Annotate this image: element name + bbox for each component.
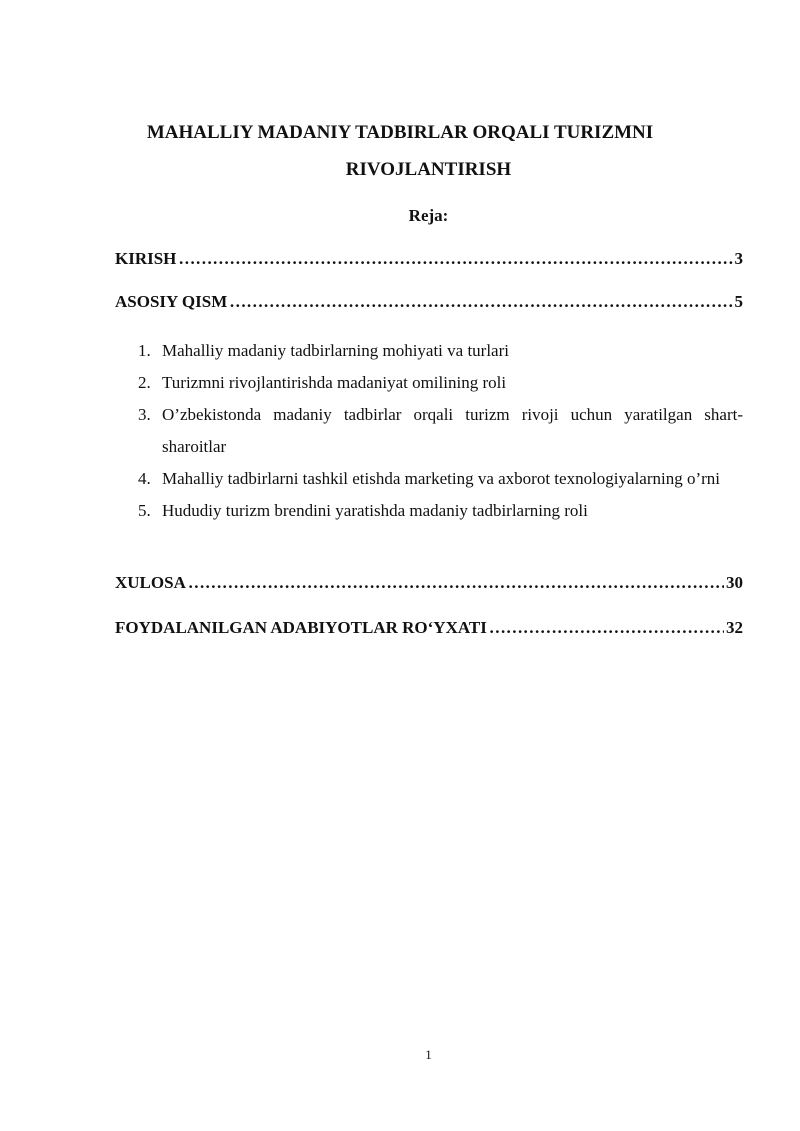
subsection-number: 5. (138, 501, 151, 520)
toc-entry-label: FOYDALANILGAN ADABIYOTLAR RO‘YXATI (115, 618, 487, 637)
toc-entry-page: 30 (726, 573, 743, 592)
toc-entry-label: XULOSA (115, 573, 186, 592)
plan-heading: Reja: (408, 206, 449, 225)
subsection-item (138, 495, 743, 527)
document-title-line-2: RIVOJLANTIRISH (345, 159, 512, 180)
toc-dot-leader (188, 573, 724, 593)
toc-entry-label: KIRISH (115, 249, 177, 268)
subsection-text: O’zbekistonda madaniy tadbirlar orqali turizm rivoji uchun yaratilgan shart-sharoitlar (162, 405, 743, 456)
toc-entry-kirish (115, 249, 743, 269)
subsection-text: Hududiy turizm brendini yaratishda madaniy tadbirlarning roli (162, 501, 588, 520)
subsection-text: Turizmni rivojlantirishda madaniyat omilining roli (162, 373, 507, 392)
toc-entry-page: 5 (734, 292, 743, 311)
subsection-list (138, 335, 743, 527)
subsection-number: 1. (138, 341, 151, 360)
subsection-text: Mahalliy tadbirlarni tashkil etishda marketing va axborot texnologiyalarning o’rni (162, 469, 721, 488)
toc-entry-asosiy-qism (115, 292, 743, 312)
toc-entry-label: ASOSIY QISM (115, 292, 228, 311)
subsection-number: 3. (138, 405, 151, 424)
subsection-item (138, 335, 743, 367)
subsection-number: 4. (138, 469, 151, 488)
toc-entry-page: 3 (734, 249, 743, 268)
toc-dot-leader (178, 249, 732, 269)
toc-entry-adabiyotlar (115, 618, 743, 638)
subsection-item (138, 399, 743, 463)
document-title-line-1: MAHALLIY MADANIY TADBIRLAR ORQALI TURIZMNI (146, 122, 654, 143)
toc-dot-leader (489, 618, 724, 638)
toc-entry-page: 32 (726, 618, 743, 637)
subsection-number: 2. (138, 373, 151, 392)
page-number: 1 (425, 1047, 432, 1062)
toc-entry-xulosa (115, 573, 743, 593)
subsection-text: Mahalliy madaniy tadbirlarning mohiyati va turlari (162, 341, 509, 360)
subsection-item (138, 463, 743, 495)
subsection-item (138, 367, 743, 399)
toc-dot-leader (229, 292, 732, 312)
